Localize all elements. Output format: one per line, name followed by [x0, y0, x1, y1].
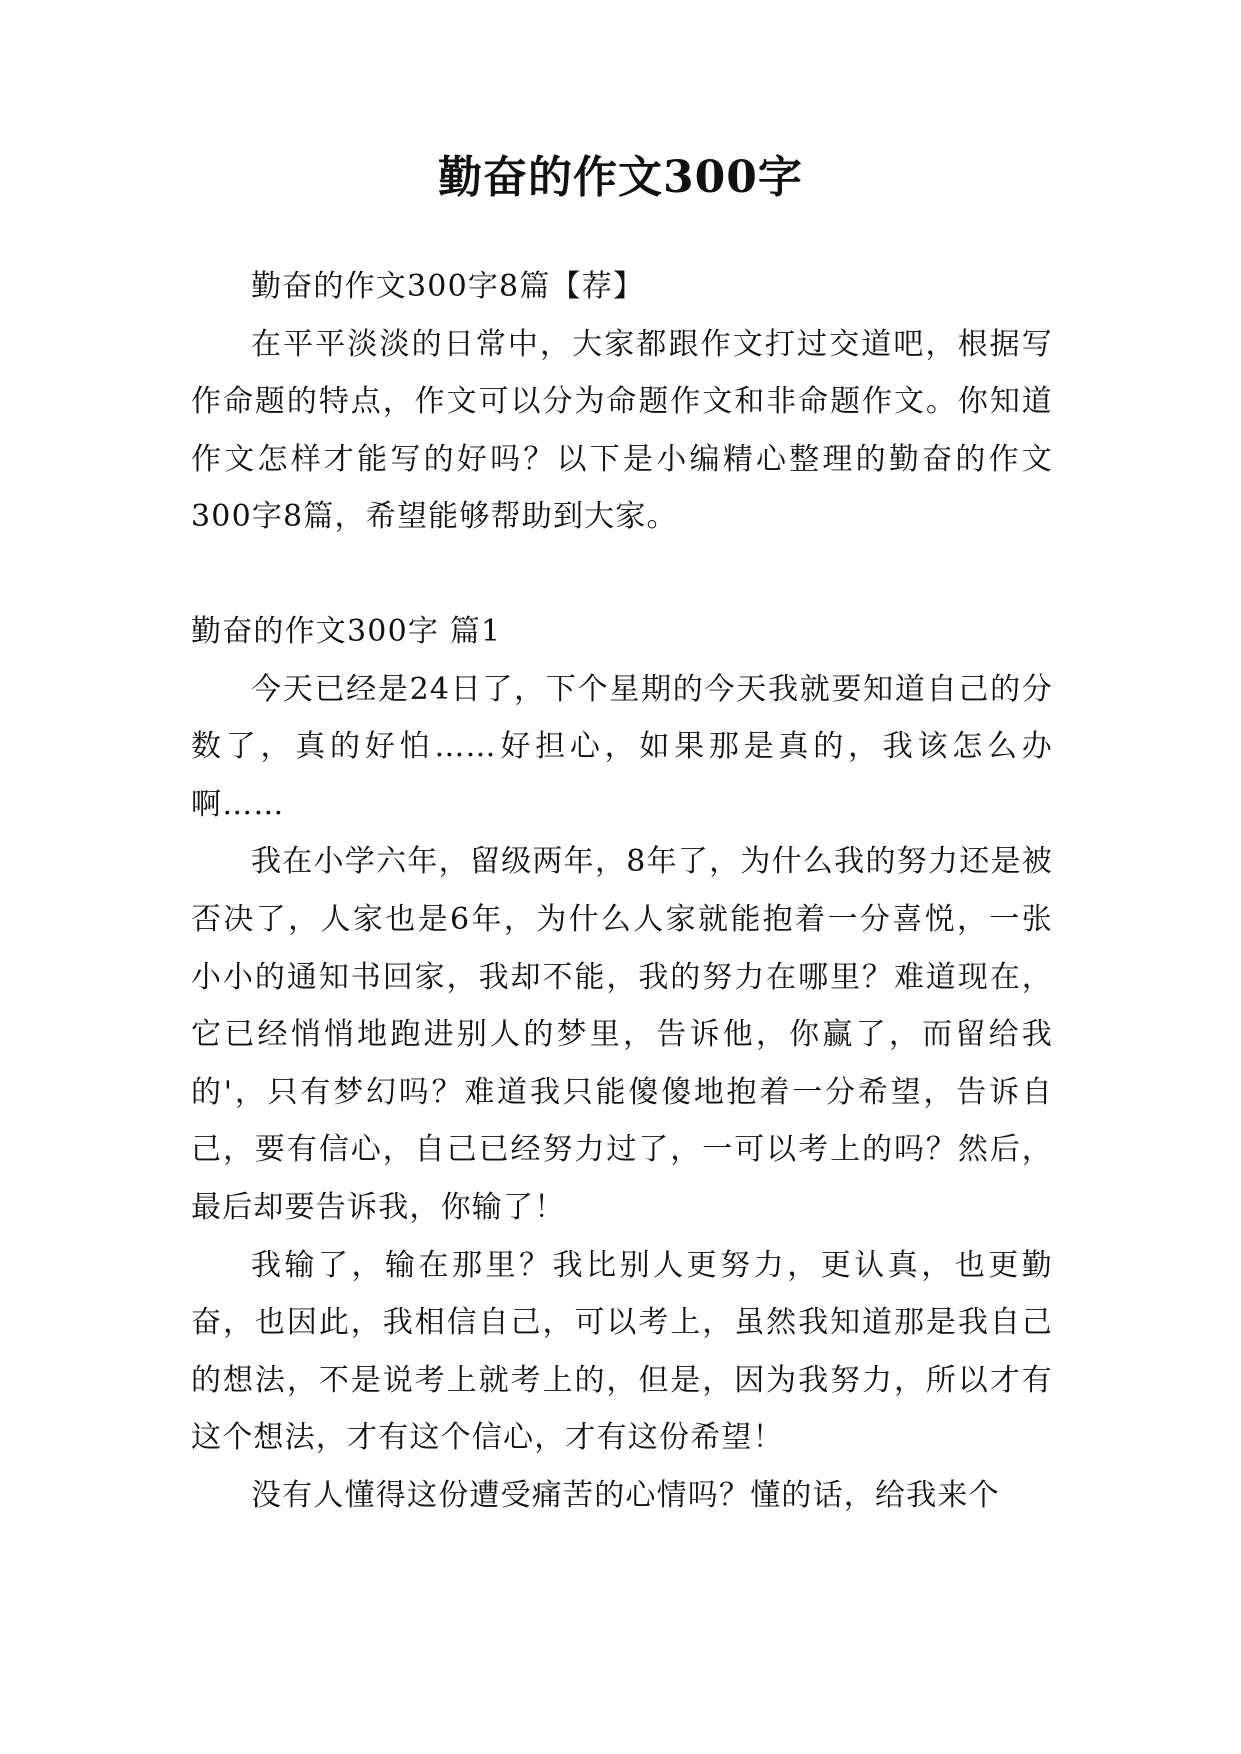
intro-paragraph: 在平平淡淡的日常中，大家都跟作文打过交道吧，根据写作命题的特点，作文可以分为命题作文和非命题作文。你知道作文怎样才能写的好吗？以下是小编精心整理的勤奋的作文300字8篇，希望能够帮助到大家。: [191, 326, 1053, 535]
document-body: [191, 258, 1053, 1524]
body-paragraph-3: 我输了，输在那里？我比别人更努力，更认真，也更勤奋，也因此，我相信自己，可以考上，虽然我知道那是我自己的想法，不是说考上就考上的，但是，因为我努力，所以才有这个想法，才有这个信心，才有这份希望！: [191, 1247, 1053, 1456]
body-paragraph-2: 我在小学六年，留级两年，8年了，为什么我的努力还是被否决了，人家也是6年，为什么人家就能抱着一分喜悦，一张小小的通知书回家，我却不能，我的努力在哪里？难道现在，它已经悄悄地跑进别人的梦里，告诉他，你赢了，而留给我的'，只有梦幻吗？难道我只能傻傻地抱着一分希望，告诉自己，要有信心，自己已经努力过了，一可以考上的吗？然后，最后却要告诉我，你输了！: [191, 844, 1053, 1225]
document-title: 勤奋的作文300字: [438, 152, 803, 203]
document-subtitle: 勤奋的作文300字8篇【荐】: [251, 269, 645, 304]
body-paragraph-1: 今天已经是24日了，下个星期的今天我就要知道自己的分数了，真的好怕……好担心，如果那是真的，我该怎么办啊……: [191, 671, 1053, 822]
section-heading: 勤奋的作文300字 篇1: [191, 613, 502, 649]
body-paragraph-4: 没有人懂得这份遭受痛苦的心情吗？懂的话，给我来个: [251, 1477, 1000, 1513]
